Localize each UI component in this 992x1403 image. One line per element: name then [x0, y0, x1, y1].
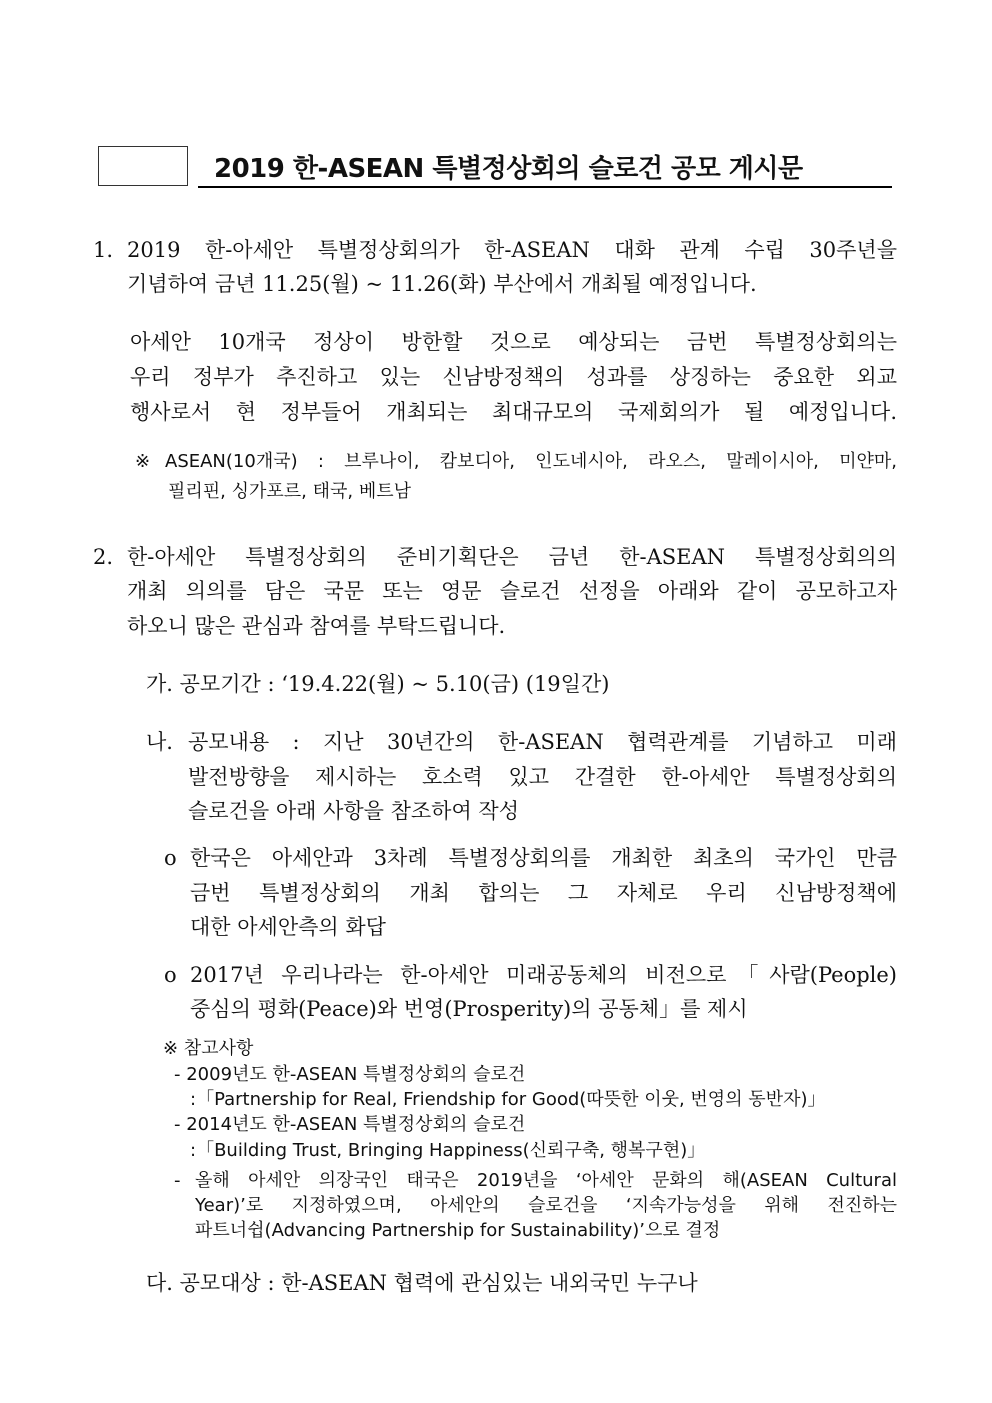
reference-title: ※ 참고사항 — [163, 1038, 254, 1059]
item-na-label: 나. — [146, 730, 173, 754]
item-da-target: 다. 공모대상 : 한-ASEAN 협력에 관심있는 내외국민 누구나 — [146, 1271, 698, 1295]
item-na-line-1: 공모내용 : 지난 30년간의 한-ASEAN 협력관계를 기념하고 미래 — [188, 730, 897, 754]
asean-note-line-1: ASEAN(10개국) : 브루나이, 캄보디아, 인도네시아, 라오스, 말레이시아, 미얀마, — [165, 451, 897, 472]
section1-paragraph-line-2: 우리 정부가 추진하고 있는 신남방정책의 성과를 상징하는 중요한 외교 — [130, 365, 897, 389]
bullet1-line-1: 한국은 아세안과 3차례 특별정상회의를 개최한 최초의 국가인 만큼 — [190, 846, 897, 870]
title-marker-box — [98, 146, 188, 186]
item-na-line-3: 슬로건을 아래 사항을 참조하여 작성 — [188, 799, 519, 823]
section1-paragraph-line-3: 행사로서 현 정부들어 개최되는 최대규모의 국제회의가 될 예정입니다. — [130, 400, 897, 424]
section2-line-2: 개최 의의를 담은 국문 또는 영문 슬로건 선정을 아래와 같이 공모하고자 — [127, 579, 897, 603]
bullet2-mark: o — [164, 963, 177, 987]
section1-number: 1. — [93, 238, 114, 262]
page-title: 2019 한-ASEAN 특별정상회의 슬로건 공모 게시문 — [214, 154, 803, 184]
reference-1-line-1: - 2009년도 한-ASEAN 특별정상회의 슬로건 — [174, 1064, 526, 1085]
section2-line-1: 한-아세안 특별정상회의 준비기획단은 금년 한-ASEAN 특별정상회의의 — [127, 545, 897, 569]
reference-3-line-3: 파트너쉽(Advancing Partnership for Sustainability)’으로 결정 — [195, 1220, 721, 1241]
bullet1-line-3: 대한 아세안측의 화답 — [190, 915, 386, 939]
reference-2-line-1: - 2014년도 한-ASEAN 특별정상회의 슬로건 — [174, 1114, 526, 1135]
item-na-line-2: 발전방향을 제시하는 호소력 있고 간결한 한-아세안 특별정상회의 — [188, 765, 897, 789]
section1-line-2: 기념하여 금년 11.25(월) ~ 11.26(화) 부산에서 개최될 예정입니다. — [127, 272, 757, 296]
section1-paragraph-line-1: 아세안 10개국 정상이 방한할 것으로 예상되는 금번 특별정상회의는 — [130, 330, 897, 354]
bullet1-line-2: 금번 특별정상회의 개최 합의는 그 자체로 우리 신남방정책에 — [190, 881, 897, 905]
bullet2-line-1: 2017년 우리나라는 한-아세안 미래공동체의 비전으로「사람(People) — [190, 963, 897, 987]
asean-note-line-2: 필리핀, 싱가포르, 태국, 베트남 — [168, 481, 411, 502]
reference-1-line-2: :「Partnership for Real, Friendship for Good(따뜻한 이웃, 번영의 동반자)」 — [190, 1089, 826, 1110]
title-underline — [198, 186, 892, 188]
reference-3-line-2: Year)’로 지정하였으며, 아세안의 슬로건을 ‘지속가능성을 위해 전진하는 — [195, 1195, 897, 1216]
item-ga-period: 가. 공모기간 : ‘19.4.22(월) ~ 5.10(금) (19일간) — [146, 672, 610, 696]
reference-3-dash: - — [174, 1170, 181, 1191]
reference-2-line-2: :「Building Trust, Bringing Happiness(신뢰구축, 행복구현)」 — [190, 1140, 706, 1161]
section2-number: 2. — [93, 545, 114, 569]
reference-3-line-1: 올해 아세안 의장국인 태국은 2019년을 ‘아세안 문화의 해(ASEAN Cultural — [195, 1170, 897, 1191]
bullet2-line-2: 중심의 평화(Peace)와 번영(Prosperity)의 공동체」를 제시 — [190, 997, 748, 1021]
section1-line-1: 2019 한-아세안 특별정상회의가 한-ASEAN 대화 관계 수립 30주년을 — [127, 238, 897, 262]
bullet1-mark: o — [164, 846, 177, 870]
section2-line-3: 하오니 많은 관심과 참여를 부탁드립니다. — [127, 614, 506, 638]
asean-note-mark: ※ — [135, 451, 151, 472]
